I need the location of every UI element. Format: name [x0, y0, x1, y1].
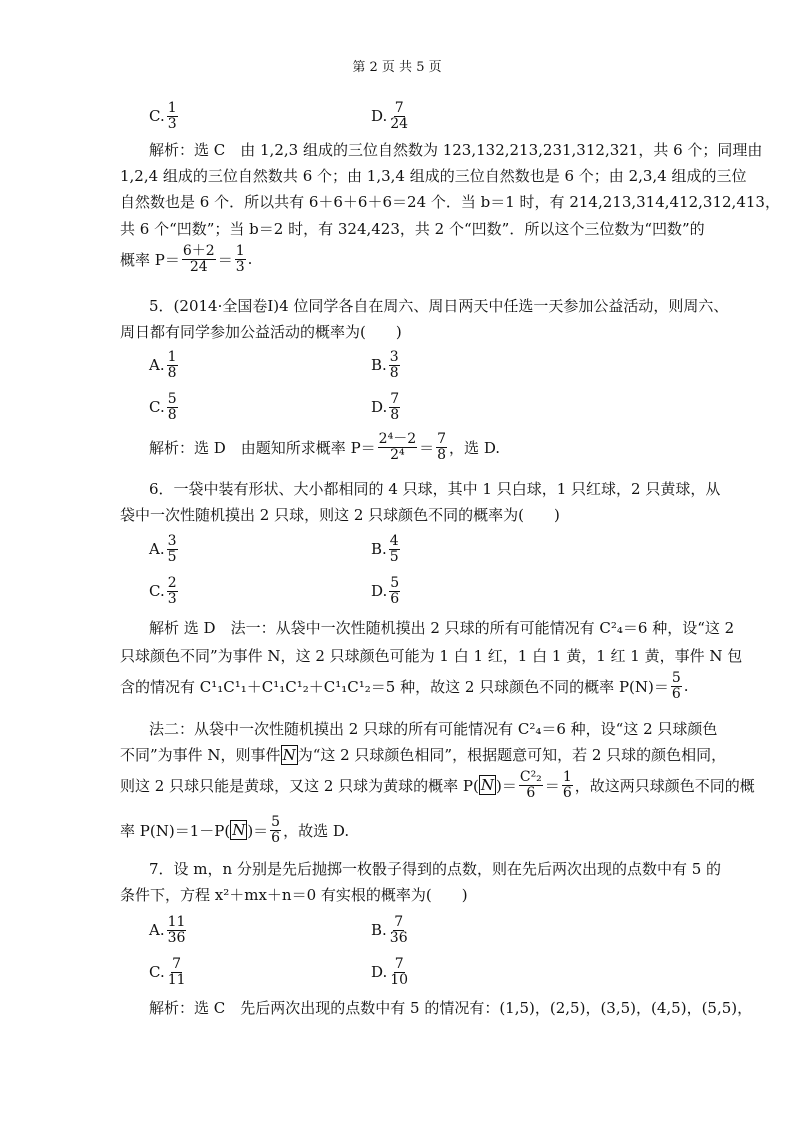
q6-option-b: B. $\frac{4}{5}$	[371, 532, 399, 565]
fraction: $\frac{3}{8}$	[389, 348, 399, 381]
complement-event: $\overline{N}$	[282, 746, 296, 764]
q5-options-row	[149, 345, 749, 385]
q7-solution-line: 解析：选 C 先后两次出现的点数中有 5 的情况有：(1,5)，(2,5)，(3,5)，(4,5)，(5,5)，	[149, 999, 753, 1017]
fraction: $\frac{7}{10}$	[390, 955, 409, 988]
q4-solution-line: 概率 P＝ $\frac{6+2}{24}$ ＝ $\frac{1}{3}$ .	[120, 243, 253, 275]
fraction: $\frac{5}{6}$	[390, 574, 400, 607]
q4-solution-line: 解析：选 C 由 1,2,3 组成的三位自然数为 123,132,213,231,312,321，共 6 个；同理由	[149, 141, 763, 159]
q6-method2-line: 则这 2 只球只能是黄球，又这 2 只球为黄球的概率 P( $\overline{N}$ )＝ $\frac{\text{C²₂}}{6}$ ＝ $\frac{1}{6}$ ，故这两只球颜色不同的概	[120, 769, 755, 801]
q5-option-b: B. $\frac{3}{8}$	[371, 348, 399, 381]
q6-options-row	[149, 571, 749, 611]
q6-option-a: A. $\frac{3}{5}$	[149, 532, 177, 565]
q7-option-b: B. $\frac{7}{36}$	[371, 913, 408, 946]
q5-stem-line: 5．(2014·全国卷Ⅰ)4 位同学各自在周六、周日两天中任选一天参加公益活动，则周六、	[149, 297, 729, 315]
q5-option-a: A. $\frac{1}{8}$	[149, 348, 177, 381]
q6-stem-line: 袋中一次性随机摸出 2 只球，则这 2 只球颜色不同的概率为( )	[120, 506, 560, 524]
fraction: $\frac{6+2}{24}$	[182, 243, 215, 275]
fraction: $\frac{1}{8}$	[167, 348, 177, 381]
q5-stem-line: 周日都有同学参加公益活动的概率为( )	[120, 323, 402, 341]
q6-method1-line: 解析 选 D 法一：从袋中一次性随机摸出 2 只球的所有可能情况有 C²₄＝6 种，设“这 2	[149, 619, 735, 637]
fraction: $\frac{4}{5}$	[389, 532, 399, 565]
fraction: $\frac{3}{5}$	[167, 532, 177, 565]
fraction: $\frac{7}{36}$	[389, 913, 408, 946]
q4-option-d: D. $\frac{7}{24}$	[371, 99, 409, 132]
q7-stem-line: 7．设 m，n 分别是先后抛掷一枚骰子得到的点数，则在先后两次出现的点数中有 5 的	[149, 860, 722, 878]
q6-stem-line: 6．一袋中装有形状、大小都相同的 4 只球，其中 1 只白球，1 只红球，2 只黄球，从	[149, 480, 721, 498]
q7-option-a: A. $\frac{11}{36}$	[149, 913, 186, 946]
fraction: $\frac{1}{6}$	[562, 769, 572, 801]
q6-method2-line: 不同”为事件 N，则事件 $\overline{N}$ 为“这 2 只球颜色相同”，根据题意可知，若 2 只球的颜色相同，	[120, 746, 727, 764]
q7-options-row	[149, 910, 749, 950]
q4-option-c: C. $\frac{1}{3}$	[149, 99, 177, 132]
q6-method1-line: 含的情况有 C¹₁C¹₁＋C¹₁C¹₂＋C¹₁C¹₂＝5 种，故这 2 只球颜色不同的概率 P(N)＝ $\frac{5}{6}$ .	[120, 670, 689, 702]
fraction: $\frac{7}{8}$	[437, 431, 447, 463]
fraction: $\frac{7}{11}$	[167, 955, 186, 988]
q7-option-c: C. $\frac{7}{11}$	[149, 955, 186, 988]
q5-options-row	[149, 387, 749, 427]
q6-method2-line: 法二：从袋中一次性随机摸出 2 只球的所有可能情况有 C²₄＝6 种，设“这 2 只球颜色	[149, 720, 718, 738]
q6-options-row	[149, 529, 749, 569]
q6-option-c: C. $\frac{2}{3}$	[149, 574, 177, 607]
q4-solution-line: 共 6 个“凹数”；当 b＝2 时，有 324,423，共 2 个“凹数”．所以这个三位数为“凹数”的	[120, 220, 705, 238]
q4-solution-line: 1,2,4 组成的三位自然数共 6 个；由 1,3,4 组成的三位自然数也是 6 个；由 2,3,4 组成的三位	[120, 167, 747, 185]
page-header: 第 2 页 共 5 页	[352, 60, 442, 75]
fraction: $\frac{5}{6}$	[271, 814, 281, 846]
q5-option-c: C. $\frac{5}{8}$	[149, 390, 177, 423]
fraction: $\frac{11}{36}$	[167, 913, 186, 946]
fraction: $\frac{7}{8}$	[390, 390, 400, 423]
q4-solution-line: 自然数也是 6 个．所以共有 6＋6＋6＋6＝24 个．当 b＝1 时，有 214,213,314,412,312,413，	[120, 193, 780, 211]
fraction: $\frac{5}{6}$	[671, 670, 681, 702]
fraction: $\frac{1}{3}$	[235, 243, 245, 275]
complement-event: $\overline{N}$	[232, 821, 246, 840]
q7-option-d: D. $\frac{7}{10}$	[371, 955, 409, 988]
q7-stem-line: 条件下，方程 x²＋mx＋n＝0 有实根的概率为( )	[120, 886, 468, 904]
fraction: $\frac{5}{8}$	[167, 390, 177, 423]
q5-option-d: D. $\frac{7}{8}$	[371, 390, 400, 423]
complement-event: $\overline{N}$	[480, 776, 494, 795]
fraction: $\frac{2}{3}$	[167, 574, 177, 607]
fraction: $\frac{\text{C²₂}}{6}$	[519, 769, 542, 801]
q4-options-row	[149, 96, 749, 136]
fraction: $\frac{7}{24}$	[390, 99, 409, 132]
fraction: $\frac{1}{3}$	[167, 99, 177, 132]
q7-options-row	[149, 952, 749, 992]
q6-option-d: D. $\frac{5}{6}$	[371, 574, 400, 607]
q5-solution-line: 解析：选 D 由题知所求概率 P＝ $\frac{\text{2⁴－2}}{\text{2⁴}}$ ＝ $\frac{7}{8}$ ，选 D.	[149, 431, 501, 463]
fraction: $\frac{\text{2⁴－2}}{\text{2⁴}}$	[378, 431, 417, 463]
q6-method1-line: 只球颜色不同”为事件 N，这 2 只球颜色可能为 1 白 1 红，1 白 1 黄，1 红 1 黄，事件 N 包	[120, 647, 743, 665]
q6-method2-line: 率 P(N)＝1－P( $\overline{N}$ )＝ $\frac{5}{6}$ ，故选 D.	[120, 814, 350, 846]
